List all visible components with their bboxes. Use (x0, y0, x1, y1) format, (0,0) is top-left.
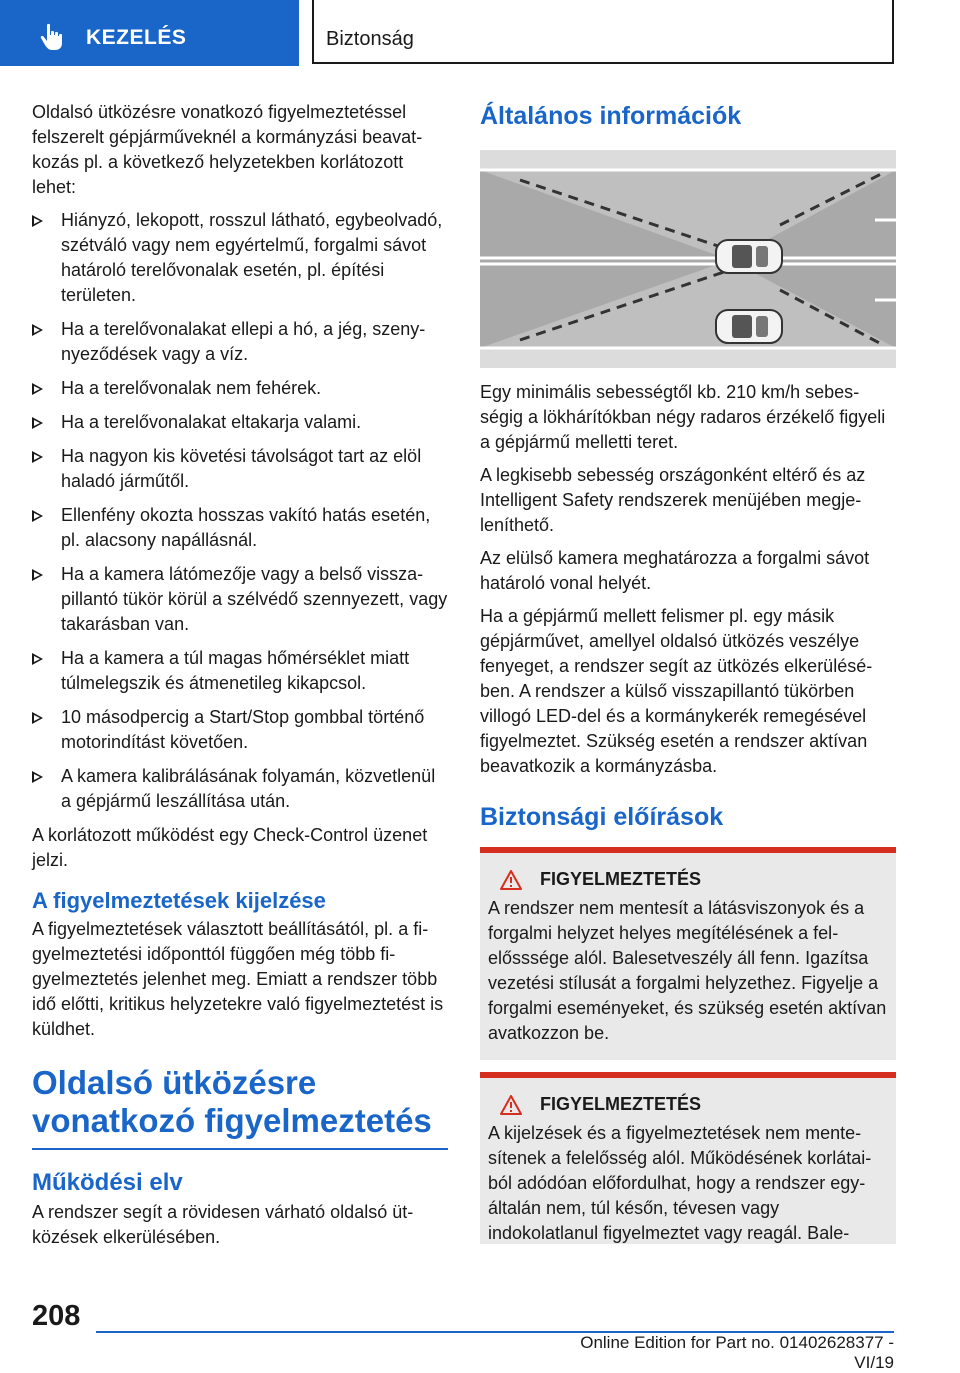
intro-paragraph: Oldalsó ütközésre vonatkozó figyelmeztetéssel felszerelt gépjárműveknél a kormányzási beavatkozás pl. a következő helyzetekben korlátozott lehet: (32, 102, 423, 197)
chapter-box (312, 0, 894, 64)
general-paragraph: Ha a gépjármű mellett felismer pl. egy másik gépjárművet, amellyel oldalsó ütközés veszélye fenyeget, a rendszer segít az ütközés elkerülésében. A rendszer a külső visszapillantó tükörben villogó LED-del és a kormánykerék remegésével figyelmeztet. Szükség esetén a rendszer aktívan beavatkozik a kormányzásba. (480, 606, 873, 776)
list-item-text: 10 másodpercig a Start/Stop gombbal történő motorindítást követően. (61, 707, 425, 752)
page-number: 208 (32, 1300, 81, 1332)
list-item-text: Ha a kamera látómezője vagy a belső visszapillantó tükör körül a szélvédő szennyezett, vagy takarásban van. (61, 564, 448, 634)
list-item-text: Hiányzó, lekopott, rosszul látható, egybeolvadó, szétváló vagy nem egyértelmű, forgalmi sávot határoló terelővonalak esetén, pl. építési területen. (61, 210, 443, 305)
warning-box (480, 1078, 896, 1244)
chapter-label: Biztonság (326, 28, 414, 50)
list-item-text: A kamera kalibrálásának folyamán, közvetlenül a gépjármű leszállítása után. (61, 766, 436, 811)
hand-pointer-icon (38, 22, 68, 52)
list-item-text: Ellenfény okozta hosszas vakító hatás esetén, pl. alacsony napállásnál. (61, 505, 431, 550)
list-item-text: Ha a terelővonalakat ellepi a hó, a jég, szenynyeződések vagy a víz. (61, 319, 426, 364)
general-paragraph: Az elülső kamera meghatározza a forgalmi sávot határoló vonal helyét. (480, 548, 870, 593)
display-paragraph: A figyelmeztetések választott beállításától, pl. a figyelmeztetési időponttól függően még több figyelmeztetés jelenhet meg. Emiatt a rendszer több idő előtti, kritikus helyzetekre való figyelmeztetést is küldhet. (32, 919, 444, 1039)
function-paragraph: A rendszer segít a rövidesen várható oldalsó ütközések elkerülésében. (32, 1202, 414, 1247)
list-item (32, 562, 448, 637)
left-column (32, 100, 448, 1258)
list-item-text: Ha nagyon kis követési távolságot tart az elöl haladó járműtől. (61, 446, 422, 491)
triangle-bullet-icon (32, 451, 43, 463)
heading-rule (32, 1148, 448, 1150)
car-upper-icon (716, 240, 782, 273)
page-header (0, 0, 960, 66)
list-item (32, 646, 448, 696)
warning-title-text: FIGYELMEZTETÉS (540, 869, 702, 889)
triangle-bullet-icon (32, 510, 43, 522)
list-item (32, 705, 448, 755)
general-heading: Általános információk (480, 102, 742, 130)
triangle-bullet-icon (32, 215, 43, 227)
warning-box (480, 853, 896, 1060)
triangle-bullet-icon (32, 771, 43, 783)
warning-text: A rendszer nem mentesít a látásviszonyok és a forgalmi helyzet helyes megítélésének a felelősssége alól. Balesetveszély áll fenn. Igazítsa vezetési stílusát a forgalmi helyzethez. Figyelje a forgalmi eseményeket, és szükség esetén aktívan avatkozzon be. (488, 898, 887, 1043)
triangle-bullet-icon (32, 712, 43, 724)
list-item (32, 444, 448, 494)
general-paragraph: Egy minimális sebességtől kb. 210 km/h sebességig a lökhárítókban négy radaros érzékelő figyeli a gépjármű melletti teret. (480, 382, 886, 452)
road-radar-illustration (480, 150, 896, 368)
triangle-bullet-icon (32, 417, 43, 429)
edition-text: Online Edition for Part no. 01402628377 - VI/19 (580, 1333, 894, 1372)
list-item (32, 208, 448, 308)
limitation-list (32, 208, 448, 814)
list-item-text: Ha a terelővonalakat eltakarja valami. (61, 412, 362, 432)
restriction-note: A korlátozott működést egy Check-Control üzenet jelzi. (32, 825, 428, 870)
list-item-text: Ha a kamera a túl magas hőmérséklet miatt túlmelegszik és átmenetileg kikapcsol. (61, 648, 410, 693)
list-item (32, 410, 448, 435)
main-heading: Oldalsó ütközésre vonatkozó figyelmeztetés (32, 1064, 432, 1139)
triangle-bullet-icon (32, 653, 43, 665)
section-tab[interactable] (0, 0, 299, 66)
list-item (32, 317, 448, 367)
lane-change-diagram (480, 150, 896, 368)
list-item (32, 503, 448, 553)
section-tab-label: KEZELÉS (86, 26, 187, 49)
function-heading: Működési elv (32, 1169, 183, 1196)
display-heading: A figyelmeztetések kijelzése (32, 888, 326, 913)
warning-title (488, 869, 888, 890)
warning-title (488, 1094, 888, 1115)
list-item-text: Ha a terelővonalak nem fehérek. (61, 378, 322, 398)
warning-text: A kijelzések és a figyelmeztetések nem mentesítenek a felelősség alól. Működésének korlátaiból adódóan előfordulhat, hogy a rendszer egyáltalán nem, túl későn, tévesen vagy indokolatlanul figyelmeztet vagy reagál. Bale- (488, 1123, 872, 1243)
general-paragraph: A legkisebb sebesség országonként eltérő és az Intelligent Safety rendszerek menüjében megjeleníthető. (480, 465, 866, 535)
triangle-bullet-icon (32, 324, 43, 336)
warning-triangle-icon (500, 1095, 522, 1115)
triangle-bullet-icon (32, 569, 43, 581)
warning-title-text: FIGYELMEZTETÉS (540, 1094, 702, 1114)
safety-heading: Biztonsági előírások (480, 803, 724, 831)
car-lower-icon (716, 310, 782, 343)
triangle-bullet-icon (32, 383, 43, 395)
right-column (480, 100, 896, 1244)
list-item (32, 764, 448, 814)
warning-triangle-icon (500, 870, 522, 890)
list-item (32, 376, 448, 401)
